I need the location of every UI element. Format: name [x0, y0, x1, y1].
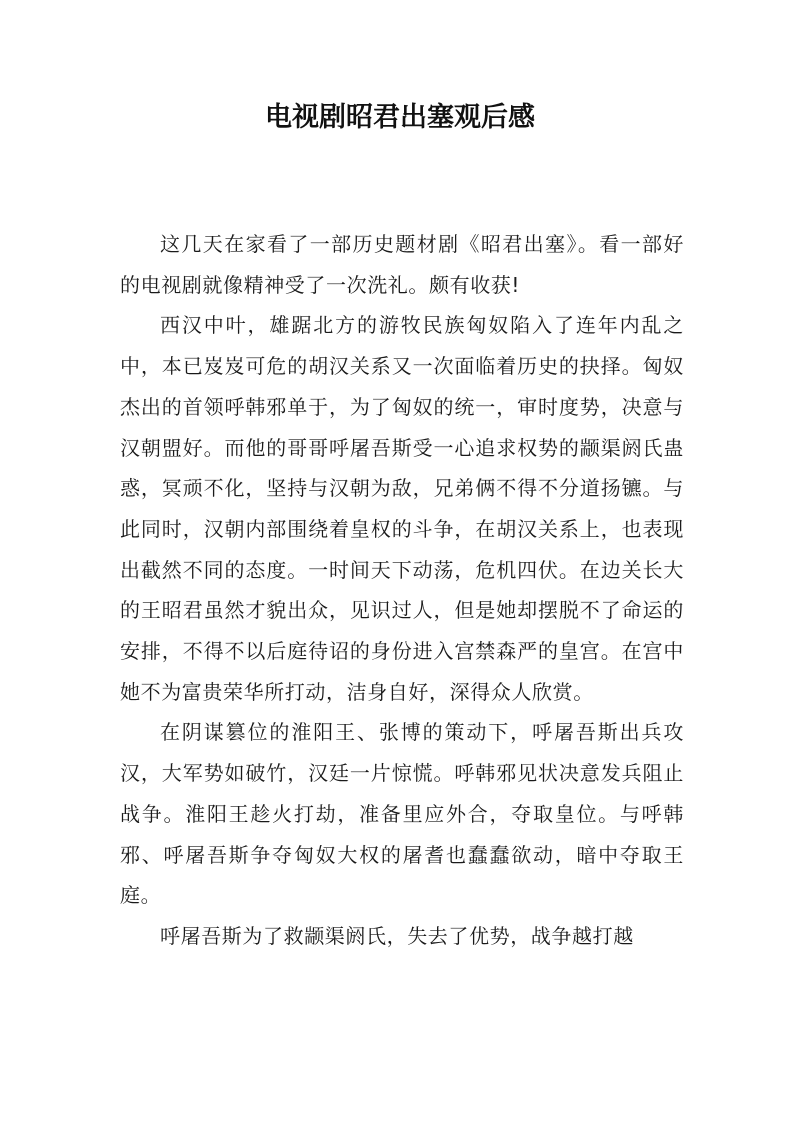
- document-body: [120, 224, 684, 957]
- paragraph: 西汉中叶，雄踞北方的游牧民族匈奴陷入了连年内乱之中，本已岌岌可危的胡汉关系又一次面临着历史的抉择。匈奴杰出的首领呼韩邪单于，为了匈奴的统一，审时度势，决意与汉朝盟好。而他的哥哥呼屠吾斯受一心追求权势的颛渠阏氏蛊惑，冥顽不化，坚持与汉朝为敌，兄弟俩不得不分道扬镳。与此同时，汉朝内部围绕着皇权的斗争，在胡汉关系上，也表现出截然不同的态度。一时间天下动荡，危机四伏。在边关长大的王昭君虽然才貌出众，见识过人，但是她却摆脱不了命运的安排，不得不以后庭待诏的身份进入宫禁森严的皇宫。在宫中她不为富贵荣华所打动，洁身自好，深得众人欣赏。: [120, 313, 684, 704]
- paragraph: 呼屠吾斯为了救颛渠阏氏，失去了优势，战争越打越: [160, 923, 634, 948]
- paragraph: 在阴谋篡位的淮阳王、张博的策动下，呼屠吾斯出兵攻汉，大军势如破竹，汉廷一片惊慌。呼韩邪见状决意发兵阻止战争。淮阳王趁火打劫，准备里应外合，夺取皇位。与呼韩邪、呼屠吾斯争夺匈奴大权的屠耆也蠢蠢欲动，暗中夺取王庭。: [120, 720, 684, 908]
- paragraph: 这几天在家看了一部历史题材剧《昭君出塞》。看一部好的电视剧就像精神受了一次洗礼。颇有收获!: [120, 232, 684, 297]
- document-title: 电视剧昭君出塞观后感: [265, 102, 535, 133]
